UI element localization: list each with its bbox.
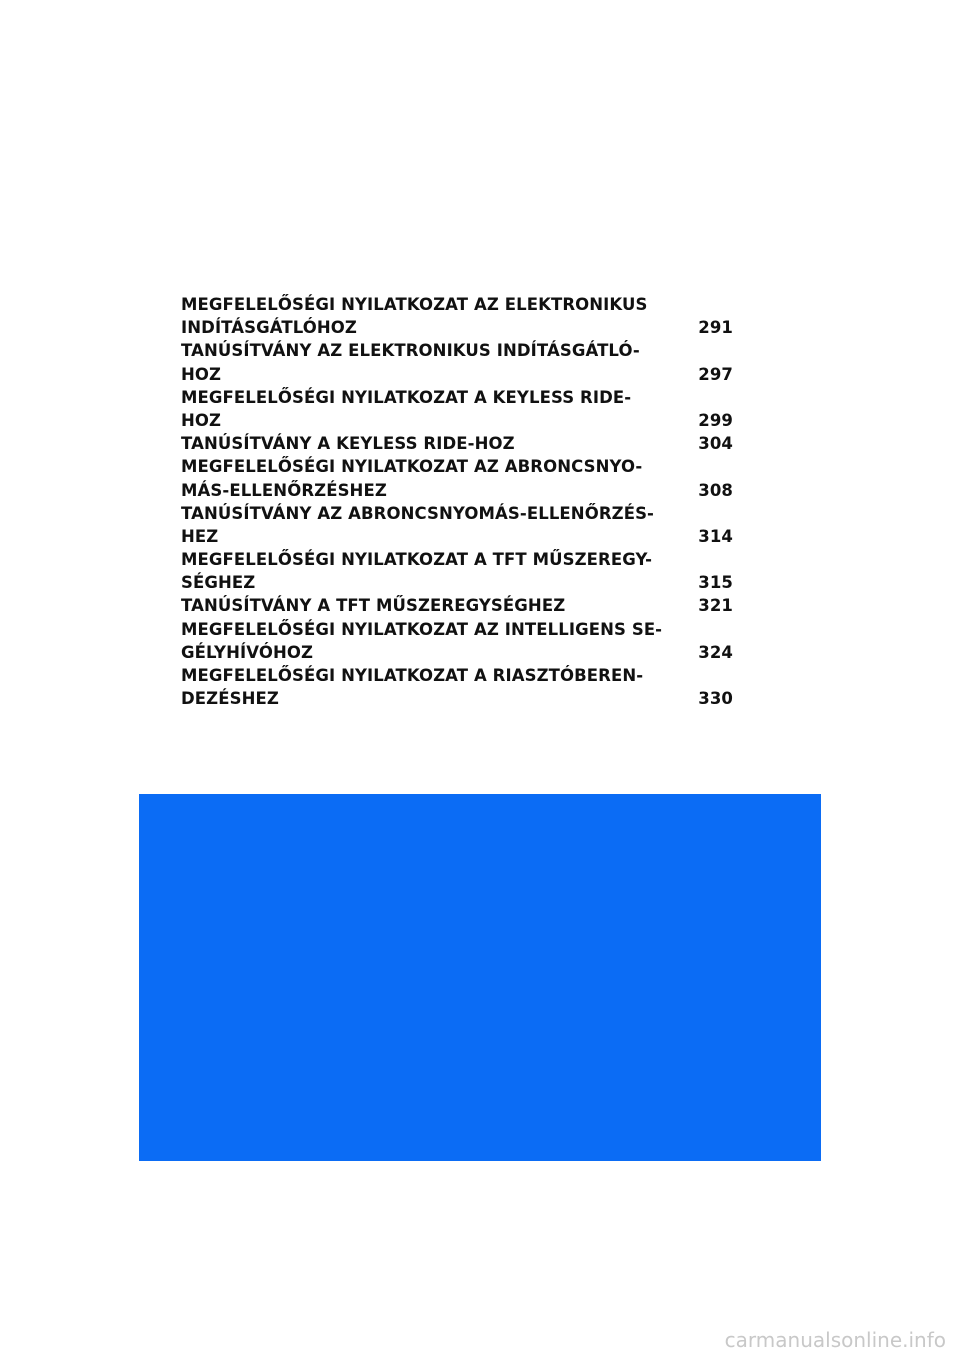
toc-entry-title-line: GÉLYHÍVÓHOZ 324 <box>181 641 733 664</box>
toc-entry-title-line: DEZÉSHEZ 330 <box>181 687 733 710</box>
toc-entry-title-line: TANÚSÍTVÁNY A TFT MŰSZEREGYSÉGHEZ 321 <box>181 594 733 617</box>
toc-entry-title-line: MEGFELELŐSÉGI NYILATKOZAT A KEYLESS RIDE- <box>181 387 632 407</box>
toc-entry[interactable] <box>181 293 733 339</box>
table-of-contents <box>181 293 733 710</box>
toc-entry-title-line: MEGFELELŐSÉGI NYILATKOZAT AZ INTELLIGENS SE- <box>181 619 663 639</box>
toc-entry[interactable] <box>181 618 733 664</box>
toc-entry-title-line: SÉGHEZ 315 <box>181 571 733 594</box>
watermark: carmanualsonline.info <box>724 1328 946 1352</box>
toc-entry[interactable] <box>181 594 733 617</box>
toc-entry-title-line: TANÚSÍTVÁNY AZ ABRONCSNYOMÁS-ELLENŐRZÉS- <box>181 503 655 523</box>
toc-entry-title-line: MEGFELELŐSÉGI NYILATKOZAT A TFT MŰSZEREGY- <box>181 550 653 570</box>
toc-page-number: 297 <box>698 364 733 384</box>
toc-page-number: 330 <box>698 689 733 709</box>
toc-entry[interactable] <box>181 386 733 432</box>
toc-page-number: 324 <box>698 642 733 662</box>
toc-entry-title-line: TANÚSÍTVÁNY A KEYLESS RIDE-HOZ 304 <box>181 432 733 455</box>
toc-entry-title-line: MÁS-ELLENŐRZÉSHEZ 308 <box>181 479 733 502</box>
toc-entry-title-line: TANÚSÍTVÁNY AZ ELEKTRONIKUS INDÍTÁSGÁTLÓ- <box>181 341 640 361</box>
toc-page-number: 314 <box>698 526 733 546</box>
toc-entry[interactable] <box>181 502 733 548</box>
toc-page-number: 291 <box>698 318 733 338</box>
toc-entry[interactable] <box>181 339 733 385</box>
toc-page-number: 304 <box>698 434 733 454</box>
toc-entry-title-line: HOZ 297 <box>181 363 733 386</box>
toc-entry[interactable] <box>181 664 733 710</box>
toc-entry[interactable] <box>181 548 733 594</box>
toc-page-number: 299 <box>698 410 733 430</box>
toc-entry-title-line: INDÍTÁSGÁTLÓHOZ 291 <box>181 316 733 339</box>
toc-page-number: 315 <box>698 573 733 593</box>
toc-entry-title-line: MEGFELELŐSÉGI NYILATKOZAT A RIASZTÓBEREN- <box>181 666 644 685</box>
toc-entry[interactable] <box>181 432 733 455</box>
toc-entry[interactable] <box>181 455 733 501</box>
toc-entry-title-line: MEGFELELŐSÉGI NYILATKOZAT AZ ABRONCSNYO- <box>181 457 643 477</box>
toc-entry-title-line: HOZ 299 <box>181 409 733 432</box>
toc-page-number: 308 <box>698 480 733 500</box>
toc-entry-title-line: MEGFELELŐSÉGI NYILATKOZAT AZ ELEKTRONIKUS <box>181 295 648 314</box>
toc-entry-title-line: HEZ 314 <box>181 525 733 548</box>
blue-panel <box>139 794 821 1161</box>
toc-page-number: 321 <box>698 596 733 616</box>
